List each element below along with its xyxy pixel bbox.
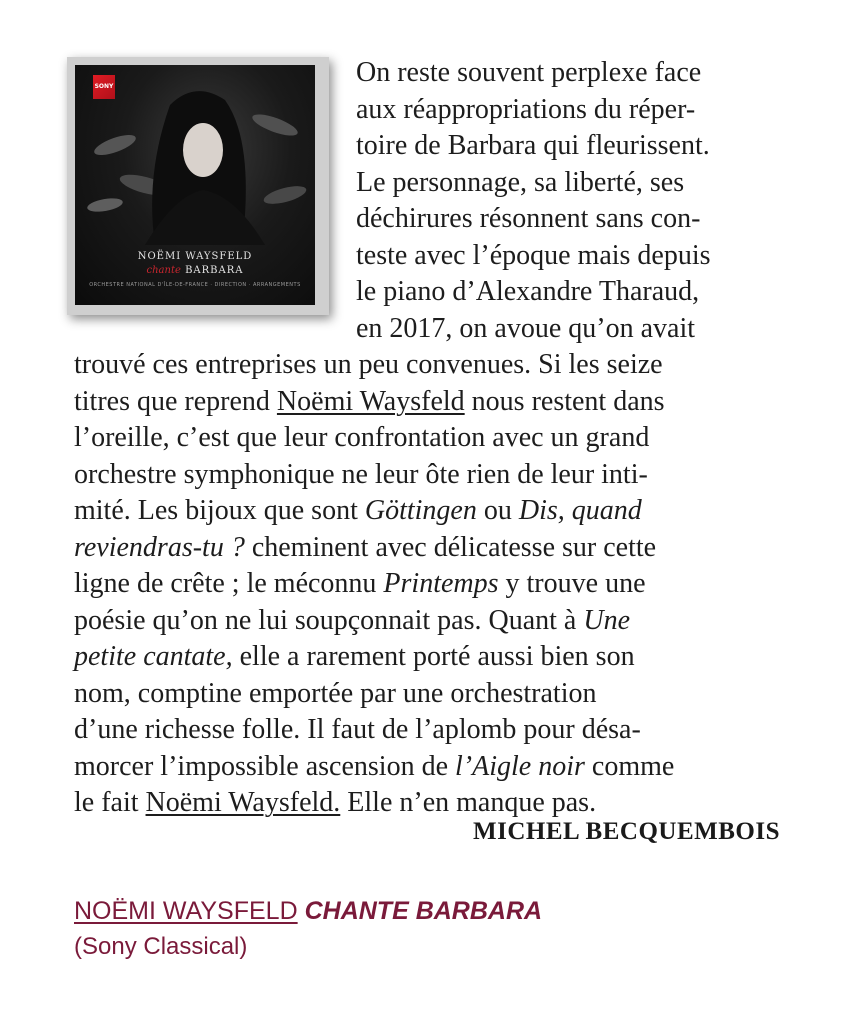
cover-album: BARBARA xyxy=(185,265,244,276)
text-span: aux réappropriations du réper- xyxy=(356,93,696,125)
text-line xyxy=(74,604,630,638)
text-span: comme xyxy=(584,750,675,782)
bird-shape xyxy=(250,110,300,140)
cover-album-title xyxy=(75,265,315,276)
text-span: Elle n’en manque pas. xyxy=(340,787,597,818)
text-line xyxy=(356,129,710,163)
cover-credits: ORCHESTRE NATIONAL D'ÎLE-DE-FRANCE · DIRECTION · ARRANGEMENTS xyxy=(89,282,301,288)
text-span: l’oreille, c’est que leur confrontation avec un grand xyxy=(74,422,650,453)
text-line xyxy=(74,640,635,674)
title-italic: Printemps xyxy=(383,568,499,599)
text-line xyxy=(356,93,695,127)
text-line xyxy=(356,202,700,236)
text-line xyxy=(356,56,701,90)
title-italic: Une xyxy=(583,604,630,636)
bird-shape xyxy=(92,131,138,159)
bird-shape xyxy=(86,196,124,214)
text-span: le piano d’Alexandre Tharaud, xyxy=(356,276,700,307)
text-line xyxy=(356,239,711,273)
text-span: teste avec l’époque mais depuis xyxy=(356,239,711,271)
text-line xyxy=(74,750,674,784)
text-line xyxy=(74,786,596,820)
text-span: y trouve une xyxy=(498,568,646,599)
title-italic: petite cantate, xyxy=(74,641,233,672)
text-span: ou xyxy=(476,495,519,526)
text-line xyxy=(356,312,695,346)
cover-artist-name: NOËMI WAYSFELD xyxy=(137,251,253,262)
text-span: ligne de crête ; le méconnu xyxy=(74,568,384,599)
text-span: titres que reprend xyxy=(74,385,277,417)
text-span: elle a rarement porté aussi bien son xyxy=(232,641,635,672)
artist-link[interactable]: Noëmi Waysfeld xyxy=(276,385,465,417)
text-span: d’une richesse folle. Il faut de l’aplomb pour désa- xyxy=(74,714,641,745)
text-line xyxy=(74,348,663,382)
text-line xyxy=(356,275,699,309)
title-italic: reviendras-tu ? xyxy=(74,531,245,563)
portrait-face xyxy=(183,123,223,177)
bird-shape xyxy=(262,183,308,208)
text-line xyxy=(74,531,656,565)
text-span: le fait xyxy=(74,787,146,818)
text-line xyxy=(74,567,646,601)
text-span: cheminent avec délicatesse sur cette xyxy=(244,531,657,563)
text-span: déchirures résonnent sans con- xyxy=(356,203,701,234)
review-author: MICHEL BECQUEMBOIS xyxy=(473,818,780,845)
text-span: Le personnage, sa liberté, ses xyxy=(356,166,685,198)
text-span: morcer l’impossible ascension de xyxy=(74,750,456,782)
title-italic: Dis, quand xyxy=(518,495,642,526)
text-line xyxy=(74,458,648,492)
text-line xyxy=(74,385,665,419)
text-span: nom, comptine emportée par une orchestration xyxy=(74,677,597,709)
text-span: orchestre symphonique ne leur ôte rien de leur inti- xyxy=(74,458,648,490)
album-cover xyxy=(75,65,315,305)
record-album: CHANTE BARBARA xyxy=(304,897,543,925)
record-label: (Sony Classical) xyxy=(74,933,248,960)
text-line xyxy=(74,494,642,528)
text-line xyxy=(74,677,596,711)
sony-logo: SONY xyxy=(93,75,115,99)
title-italic: Göttingen xyxy=(364,495,477,526)
text-line xyxy=(74,421,649,455)
text-span: poésie qu’on ne lui soupçonnait pas. Quant à xyxy=(74,604,584,636)
text-span: mité. Les bijoux que sont xyxy=(74,495,365,526)
title-italic: l’Aigle noir xyxy=(455,750,585,782)
artist-link[interactable]: Noëmi Waysfeld. xyxy=(145,787,341,818)
text-span: nous restent dans xyxy=(464,385,665,417)
text-span: toire de Barbara qui fleurissent. xyxy=(356,130,710,161)
text-span: trouvé ces entreprises un peu convenues. Si les seize xyxy=(74,349,663,380)
text-span: en 2017, on avoue qu’on avait xyxy=(356,312,696,344)
record-artist[interactable]: NOËMI WAYSFELD xyxy=(74,897,298,925)
album-cover-frame xyxy=(67,57,329,315)
cover-chante: chante xyxy=(146,265,181,276)
record-title xyxy=(74,897,542,926)
text-span: On reste souvent perplexe face xyxy=(356,57,702,88)
text-line xyxy=(74,713,641,747)
text-line xyxy=(356,166,684,200)
